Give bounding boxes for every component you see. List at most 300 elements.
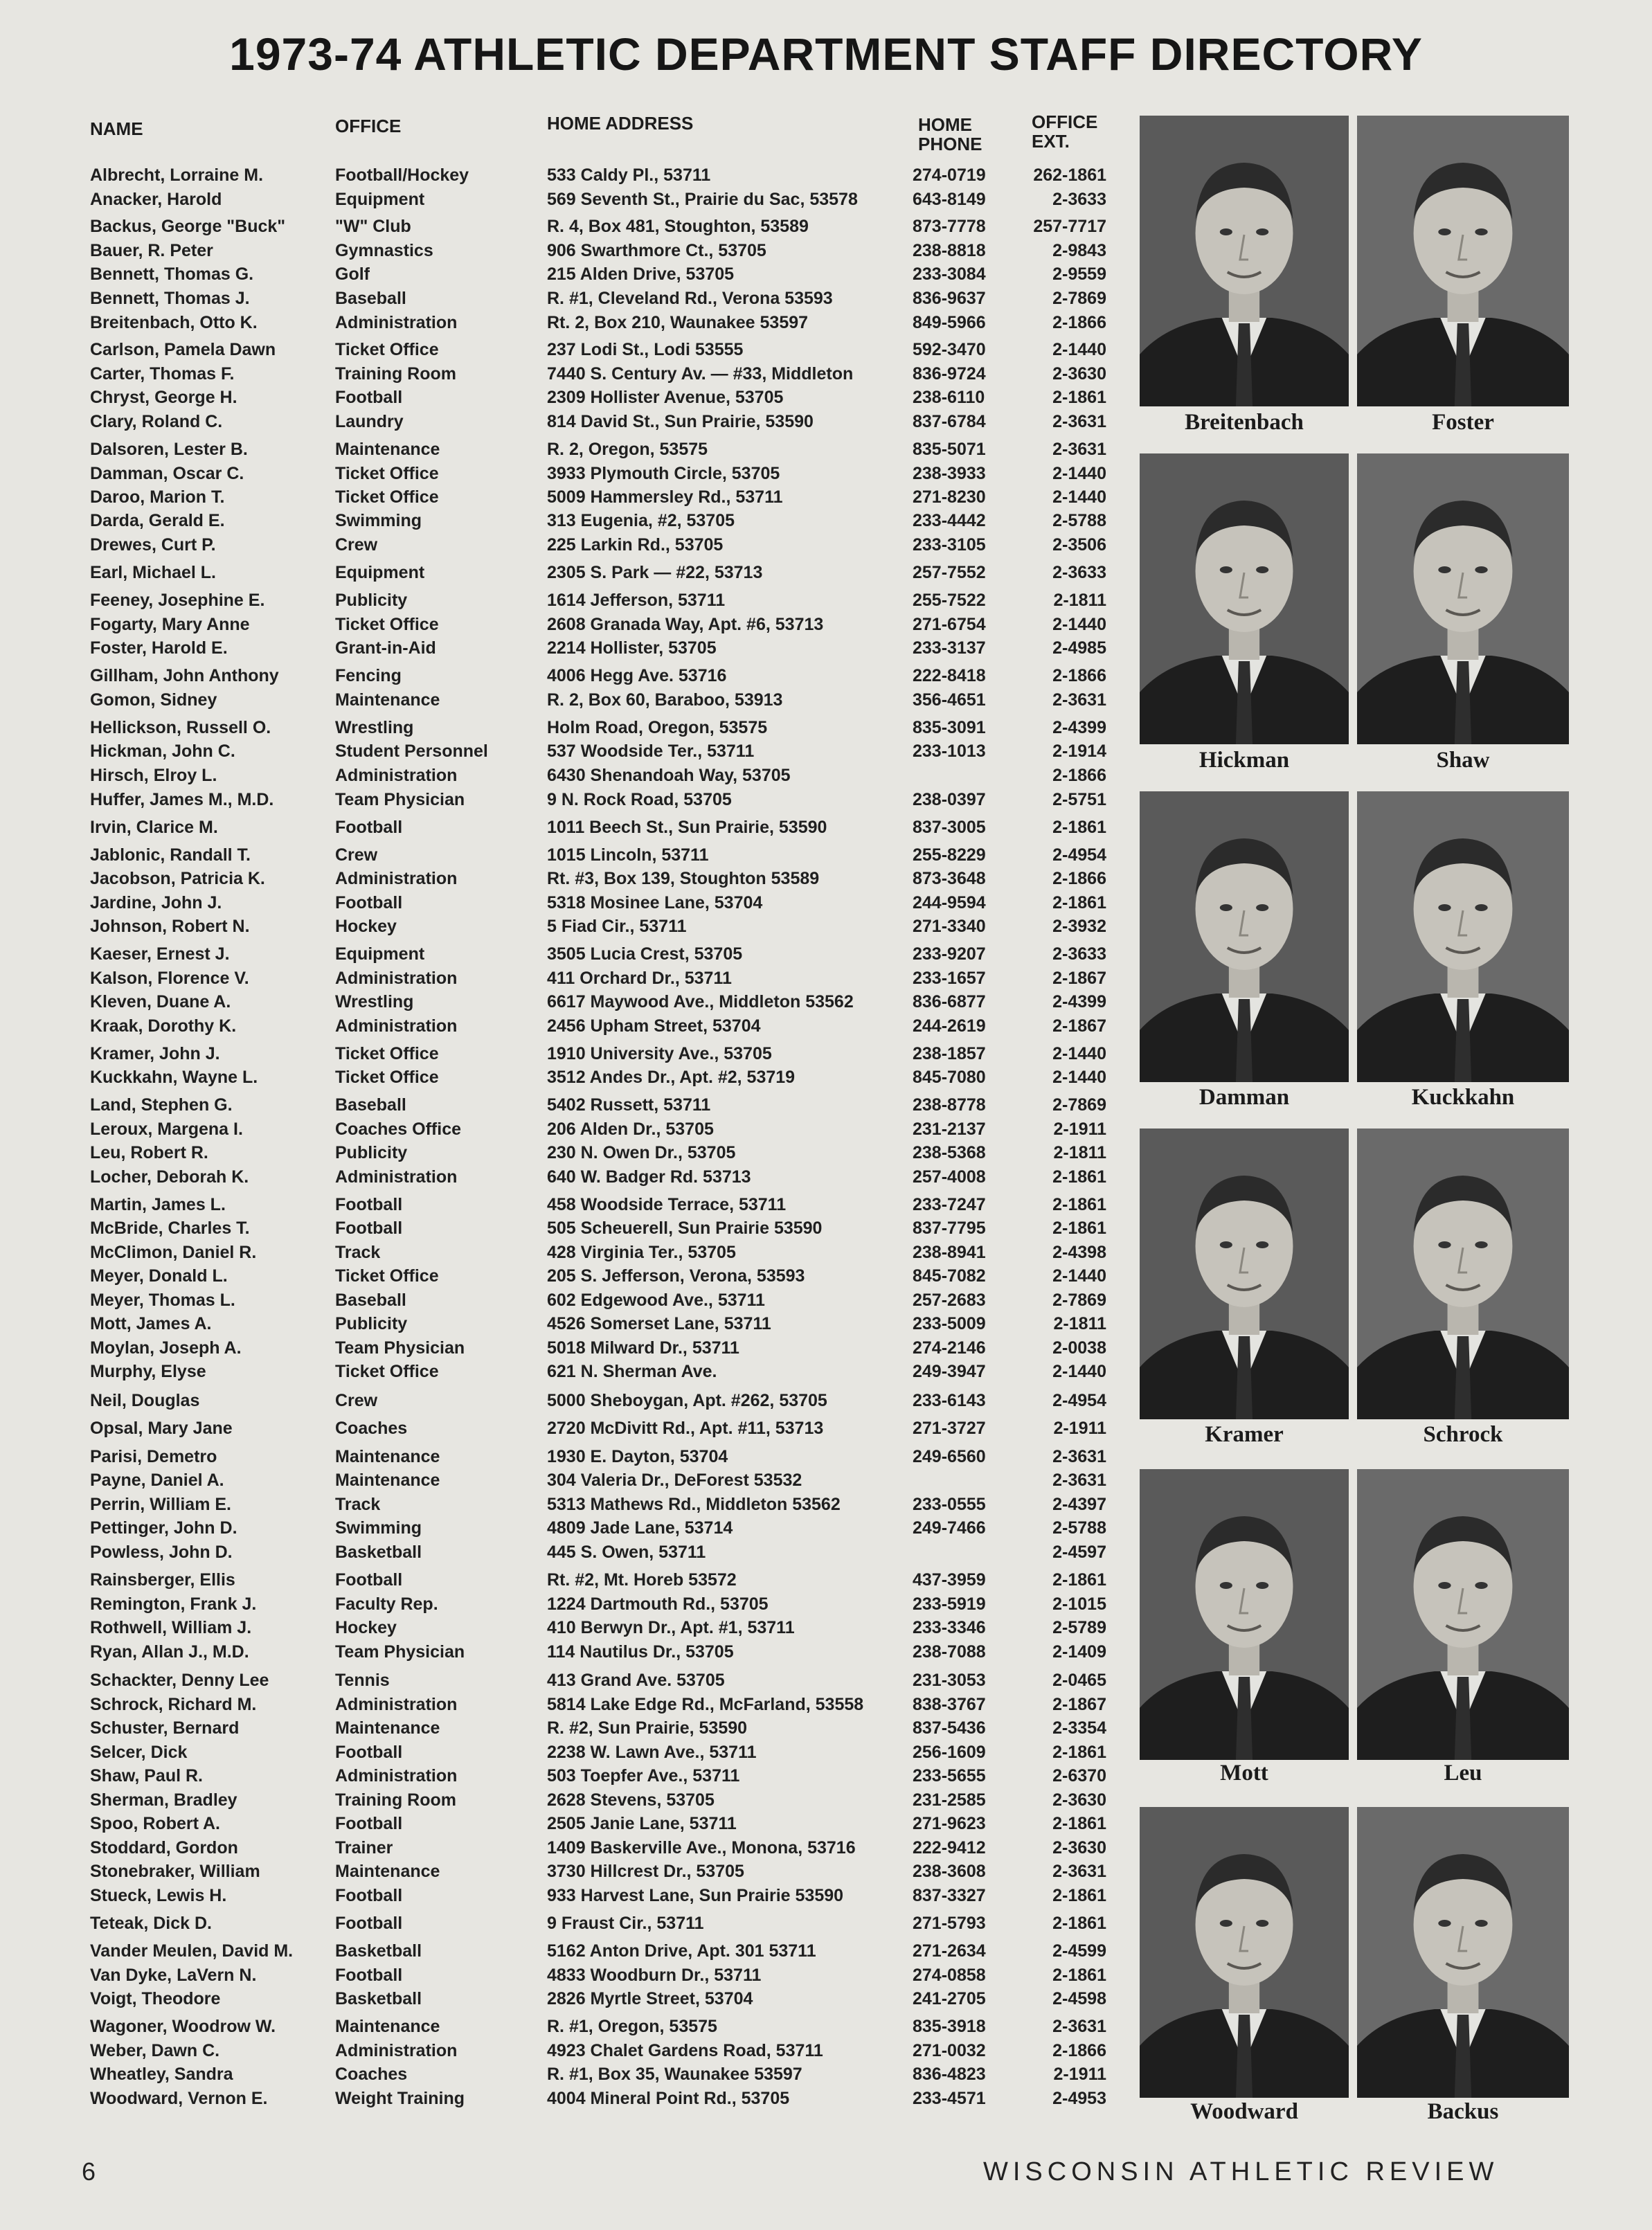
office-ext: 2-4399 xyxy=(1052,992,1106,1011)
home-phone: 233-5655 xyxy=(913,1766,986,1786)
home-phone: 835-3091 xyxy=(913,718,986,737)
home-phone: 836-6877 xyxy=(913,992,986,1011)
staff-office: Crew xyxy=(335,845,378,865)
office-ext: 2-3631 xyxy=(1052,412,1106,431)
home-address: 206 Alden Dr., 53705 xyxy=(547,1120,714,1139)
staff-name: Spoo, Robert A. xyxy=(90,1814,220,1833)
table-row xyxy=(0,1117,1122,1141)
home-phone: 271-2634 xyxy=(913,1941,986,1961)
table-row xyxy=(0,1493,1122,1516)
home-phone: 233-1657 xyxy=(913,969,986,988)
table-row xyxy=(0,1417,1122,1440)
table-row xyxy=(0,716,1122,739)
office-ext: 2-1866 xyxy=(1052,2041,1106,2060)
office-ext: 2-1861 xyxy=(1052,1914,1106,1933)
staff-office: Maintenance xyxy=(335,440,440,459)
home-phone: 244-2619 xyxy=(913,1016,986,1036)
staff-office: Equipment xyxy=(335,944,425,964)
table-row xyxy=(0,1042,1122,1065)
office-ext: 2-1440 xyxy=(1052,1044,1106,1063)
office-ext: 2-1867 xyxy=(1052,969,1106,988)
staff-name: Land, Stephen G. xyxy=(90,1095,233,1115)
office-ext: 2-7869 xyxy=(1052,1291,1106,1310)
home-address: Rt. 2, Box 210, Waunakee 53597 xyxy=(547,313,809,332)
home-phone: 231-3053 xyxy=(913,1671,986,1690)
table-row xyxy=(0,1360,1122,1383)
staff-office: Golf xyxy=(335,264,370,284)
table-row xyxy=(0,1669,1122,1692)
staff-name: Hellickson, Russell O. xyxy=(90,718,271,737)
office-ext: 2-3354 xyxy=(1052,1718,1106,1738)
office-ext: 2-1861 xyxy=(1052,1814,1106,1833)
home-address: 2505 Janie Lane, 53711 xyxy=(547,1814,737,1833)
staff-office: Administration xyxy=(335,1167,458,1187)
office-ext: 2-4597 xyxy=(1052,1543,1106,1562)
table-row xyxy=(0,843,1122,867)
home-phone: 274-0858 xyxy=(913,1966,986,1985)
staff-name: Stueck, Lewis H. xyxy=(90,1886,227,1905)
table-row xyxy=(0,664,1122,687)
header-phone-line2: PHONE xyxy=(918,134,982,154)
table-row xyxy=(0,1716,1122,1740)
home-address: 602 Edgewood Ave., 53711 xyxy=(547,1291,765,1310)
table-row xyxy=(0,188,1122,211)
staff-office: Wrestling xyxy=(335,992,414,1011)
table-row xyxy=(0,966,1122,990)
staff-office: Training Room xyxy=(335,364,456,384)
home-address: 6430 Shenandoah Way, 53705 xyxy=(547,766,791,785)
staff-name: Murphy, Elyse xyxy=(90,1362,206,1381)
staff-office: Basketball xyxy=(335,1543,422,1562)
home-address: 5 Fiad Cir., 53711 xyxy=(547,917,687,936)
table-row xyxy=(0,1014,1122,1038)
office-ext: 2-1861 xyxy=(1052,1219,1106,1238)
home-address: 7440 S. Century Av. — #33, Middleton xyxy=(547,364,854,384)
home-address: 1224 Dartmouth Rd., 53705 xyxy=(547,1594,769,1614)
portrait-photo xyxy=(1140,116,1349,406)
staff-office: Ticket Office xyxy=(335,487,439,507)
office-ext: 2-3631 xyxy=(1052,1862,1106,1881)
home-phone: 255-7522 xyxy=(913,591,986,610)
table-row xyxy=(0,509,1122,532)
photo-caption: Breitenbach xyxy=(1185,410,1304,435)
home-address: 428 Virginia Ter., 53705 xyxy=(547,1243,736,1262)
staff-name: Hirsch, Elroy L. xyxy=(90,766,217,785)
page-title: 1973-74 ATHLETIC DEPARTMENT STAFF DIRECTORY xyxy=(229,28,1423,80)
home-address: 1614 Jefferson, 53711 xyxy=(547,591,726,610)
home-phone: 873-7778 xyxy=(913,217,986,236)
home-phone: 356-4651 xyxy=(913,690,986,710)
home-address: 9 Fraust Cir., 53711 xyxy=(547,1914,704,1933)
staff-name: Woodward, Vernon E. xyxy=(90,2089,268,2108)
staff-name: Kalson, Florence V. xyxy=(90,969,249,988)
portrait-photo xyxy=(1357,116,1569,406)
staff-office: Training Room xyxy=(335,1790,456,1810)
staff-office: Coaches xyxy=(335,2065,408,2084)
portrait-photo xyxy=(1357,1129,1569,1419)
table-row xyxy=(0,1389,1122,1412)
office-ext: 2-1861 xyxy=(1052,1886,1106,1905)
portrait-photo xyxy=(1357,791,1569,1082)
home-address: 2826 Myrtle Street, 53704 xyxy=(547,1989,753,2008)
staff-name: McBride, Charles T. xyxy=(90,1219,250,1238)
staff-office: Football xyxy=(335,1570,403,1590)
staff-name: Weber, Dawn C. xyxy=(90,2041,220,2060)
table-row xyxy=(0,533,1122,557)
table-row xyxy=(0,1741,1122,1764)
home-phone: 271-0032 xyxy=(913,2041,986,2060)
home-phone: 249-7466 xyxy=(913,1518,986,1538)
office-ext: 2-4954 xyxy=(1052,845,1106,865)
staff-name: Pettinger, John D. xyxy=(90,1518,237,1538)
table-row xyxy=(0,386,1122,409)
home-phone: 233-3084 xyxy=(913,264,986,284)
office-ext: 2-3630 xyxy=(1052,1790,1106,1810)
home-address: 225 Larkin Rd., 53705 xyxy=(547,535,724,555)
home-address: 1015 Lincoln, 53711 xyxy=(547,845,709,865)
home-phone: 836-9724 xyxy=(913,364,986,384)
photo-caption: Foster xyxy=(1432,410,1494,435)
table-row xyxy=(0,739,1122,763)
office-ext: 2-1811 xyxy=(1053,591,1106,610)
table-row xyxy=(0,1468,1122,1492)
table-row xyxy=(0,239,1122,262)
table-row xyxy=(0,788,1122,811)
staff-name: Voigt, Theodore xyxy=(90,1989,221,2008)
table-row xyxy=(0,1764,1122,1788)
staff-office: Administration xyxy=(335,1695,458,1714)
home-phone: 233-0555 xyxy=(913,1495,986,1514)
home-address: 313 Eugenia, #2, 53705 xyxy=(547,511,735,530)
home-address: 3512 Andes Dr., Apt. #2, 53719 xyxy=(547,1068,796,1087)
table-row xyxy=(0,287,1122,310)
staff-name: Locher, Deborah K. xyxy=(90,1167,249,1187)
office-ext: 2-1440 xyxy=(1052,464,1106,483)
office-ext: 2-9559 xyxy=(1052,264,1106,284)
staff-office: Football xyxy=(335,1195,403,1214)
home-address: R. 4, Box 481, Stoughton, 53589 xyxy=(547,217,809,236)
office-ext: 2-1015 xyxy=(1052,1594,1106,1614)
office-ext: 2-3631 xyxy=(1052,1471,1106,1490)
staff-office: Basketball xyxy=(335,1941,422,1961)
staff-office: Tennis xyxy=(335,1671,390,1690)
home-phone: 238-1857 xyxy=(913,1044,986,1063)
office-ext: 2-1861 xyxy=(1052,1743,1106,1762)
office-ext: 2-1409 xyxy=(1052,1642,1106,1662)
home-address: 933 Harvest Lane, Sun Prairie 53590 xyxy=(547,1886,844,1905)
home-phone: 233-3346 xyxy=(913,1618,986,1637)
table-row xyxy=(0,2039,1122,2062)
home-address: 1011 Beech St., Sun Prairie, 53590 xyxy=(547,818,827,837)
office-ext: 2-3633 xyxy=(1052,944,1106,964)
table-row xyxy=(0,2062,1122,2086)
home-phone: 233-4571 xyxy=(913,2089,986,2108)
office-ext: 2-1440 xyxy=(1052,487,1106,507)
staff-office: Football xyxy=(335,1219,403,1238)
office-ext: 2-4954 xyxy=(1052,1391,1106,1410)
home-address: 2309 Hollister Avenue, 53705 xyxy=(547,388,784,407)
table-row xyxy=(0,215,1122,238)
portrait-photo xyxy=(1140,453,1349,744)
header-address: HOME ADDRESS xyxy=(547,113,694,134)
staff-name: Jardine, John J. xyxy=(90,893,222,912)
table-row xyxy=(0,163,1122,187)
staff-name: Meyer, Donald L. xyxy=(90,1266,228,1286)
staff-name: Leu, Robert R. xyxy=(90,1143,208,1162)
staff-name: Neil, Douglas xyxy=(90,1391,200,1410)
office-ext: 2-1866 xyxy=(1052,313,1106,332)
home-phone: 222-8418 xyxy=(913,666,986,685)
table-row xyxy=(0,1987,1122,2011)
home-address: Rt. #3, Box 139, Stoughton 53589 xyxy=(547,869,820,888)
staff-name: Hickman, John C. xyxy=(90,741,235,761)
office-ext: 2-7869 xyxy=(1052,289,1106,308)
staff-name: Johnson, Robert N. xyxy=(90,917,250,936)
home-address: 621 N. Sherman Ave. xyxy=(547,1362,717,1381)
home-address: 413 Grand Ave. 53705 xyxy=(547,1671,725,1690)
staff-name: Wagoner, Woodrow W. xyxy=(90,2017,276,2036)
home-phone: 837-3327 xyxy=(913,1886,986,1905)
staff-office: "W" Club xyxy=(335,217,411,236)
home-address: 814 David St., Sun Prairie, 53590 xyxy=(547,412,814,431)
home-phone: 437-3959 xyxy=(913,1570,986,1590)
home-address: 5009 Hammersley Rd., 53711 xyxy=(547,487,783,507)
office-ext: 2-3631 xyxy=(1052,690,1106,710)
staff-office: Football xyxy=(335,1743,403,1762)
staff-name: Kleven, Duane A. xyxy=(90,992,231,1011)
office-ext: 2-1811 xyxy=(1053,1314,1106,1333)
home-phone: 271-6754 xyxy=(913,615,986,634)
staff-name: Van Dyke, LaVern N. xyxy=(90,1966,257,1985)
office-ext: 262-1861 xyxy=(1033,165,1106,185)
staff-name: Kramer, John J. xyxy=(90,1044,220,1063)
home-phone: 257-4008 xyxy=(913,1167,986,1187)
home-address: 1409 Baskerville Ave., Monona, 53716 xyxy=(547,1838,856,1858)
table-row xyxy=(0,915,1122,938)
staff-name: Jablonic, Randall T. xyxy=(90,845,251,865)
home-address: 458 Woodside Terrace, 53711 xyxy=(547,1195,787,1214)
home-address: 3933 Plymouth Circle, 53705 xyxy=(547,464,780,483)
staff-office: Fencing xyxy=(335,666,402,685)
home-phone: 238-8941 xyxy=(913,1243,986,1262)
table-row xyxy=(0,362,1122,386)
home-address: 2238 W. Lawn Ave., 53711 xyxy=(547,1743,757,1762)
staff-office: Swimming xyxy=(335,1518,422,1538)
photo-caption: Schrock xyxy=(1423,1422,1503,1447)
staff-name: Chryst, George H. xyxy=(90,388,237,407)
home-phone: 838-3767 xyxy=(913,1695,986,1714)
staff-name: Drewes, Curt P. xyxy=(90,535,216,555)
staff-name: Martin, James L. xyxy=(90,1195,226,1214)
table-row xyxy=(0,1788,1122,1812)
photo-caption: Woodward xyxy=(1190,2099,1298,2124)
staff-office: Administration xyxy=(335,1016,458,1036)
staff-name: Sherman, Bradley xyxy=(90,1790,237,1810)
staff-name: Damman, Oscar C. xyxy=(90,464,244,483)
office-ext: 2-1911 xyxy=(1053,2065,1106,2084)
office-ext: 2-1440 xyxy=(1052,615,1106,634)
staff-office: Maintenance xyxy=(335,690,440,710)
staff-office: Administration xyxy=(335,969,458,988)
staff-office: Football xyxy=(335,388,403,407)
home-phone: 271-5793 xyxy=(913,1914,986,1933)
staff-name: Kuckkahn, Wayne L. xyxy=(90,1068,258,1087)
home-phone: 238-3933 xyxy=(913,464,986,483)
home-address: 4526 Somerset Lane, 53711 xyxy=(547,1314,771,1333)
home-address: 569 Seventh St., Prairie du Sac, 53578 xyxy=(547,190,858,209)
table-row xyxy=(0,1540,1122,1564)
home-phone: 238-5368 xyxy=(913,1143,986,1162)
staff-name: Stoddard, Gordon xyxy=(90,1838,238,1858)
staff-office: Ticket Office xyxy=(335,1068,439,1087)
staff-office: Ticket Office xyxy=(335,340,439,359)
office-ext: 2-3631 xyxy=(1052,1447,1106,1466)
home-address: 4004 Mineral Point Rd., 53705 xyxy=(547,2089,790,2108)
home-address: 1930 E. Dayton, 53704 xyxy=(547,1447,728,1466)
office-ext: 2-1861 xyxy=(1052,1966,1106,1985)
staff-name: Jacobson, Patricia K. xyxy=(90,869,265,888)
office-ext: 2-1861 xyxy=(1052,1570,1106,1590)
staff-name: Parisi, Demetro xyxy=(90,1447,217,1466)
staff-name: Clary, Roland C. xyxy=(90,412,223,431)
office-ext: 2-4598 xyxy=(1052,1989,1106,2008)
home-address: 5402 Russett, 53711 xyxy=(547,1095,711,1115)
staff-office: Baseball xyxy=(335,1095,406,1115)
home-address: R. #1, Cleveland Rd., Verona 53593 xyxy=(547,289,833,308)
staff-name: Mott, James A. xyxy=(90,1314,212,1333)
home-address: 1910 University Ave., 53705 xyxy=(547,1044,772,1063)
home-phone: 233-1013 xyxy=(913,741,986,761)
portrait-photo xyxy=(1357,453,1569,744)
staff-name: Powless, John D. xyxy=(90,1543,233,1562)
photo-caption: Shaw xyxy=(1436,748,1490,773)
home-phone: 837-5436 xyxy=(913,1718,986,1738)
home-phone: 836-9637 xyxy=(913,289,986,308)
office-ext: 2-4953 xyxy=(1052,2089,1106,2108)
office-ext: 2-3633 xyxy=(1052,563,1106,582)
office-ext: 2-3630 xyxy=(1052,1838,1106,1858)
home-phone: 835-3918 xyxy=(913,2017,986,2036)
home-address: 114 Nautilus Dr., 53705 xyxy=(547,1642,734,1662)
portrait-photo xyxy=(1140,1129,1349,1419)
staff-office: Football xyxy=(335,893,403,912)
staff-name: Payne, Daniel A. xyxy=(90,1471,224,1490)
staff-name: Wheatley, Sandra xyxy=(90,2065,233,2084)
table-row xyxy=(0,561,1122,584)
staff-name: Shaw, Paul R. xyxy=(90,1766,204,1786)
staff-office: Football xyxy=(335,1814,403,1833)
photo-caption: Hickman xyxy=(1198,748,1290,773)
home-address: 2628 Stevens, 53705 xyxy=(547,1790,715,1810)
photo-caption: Mott xyxy=(1220,1761,1268,1786)
office-ext: 2-4985 xyxy=(1052,638,1106,658)
home-phone: 233-6143 xyxy=(913,1391,986,1410)
home-address: 4923 Chalet Gardens Road, 53711 xyxy=(547,2041,823,2060)
table-row xyxy=(0,1912,1122,1935)
staff-office: Coaches xyxy=(335,1419,408,1438)
table-row xyxy=(0,1445,1122,1468)
table-row xyxy=(0,410,1122,433)
home-phone: 837-3005 xyxy=(913,818,986,837)
home-phone: 643-8149 xyxy=(913,190,986,209)
staff-office: Equipment xyxy=(335,190,425,209)
staff-office: Administration xyxy=(335,1766,458,1786)
home-address: 503 Toepfer Ave., 53711 xyxy=(547,1766,740,1786)
office-ext: 2-9843 xyxy=(1052,241,1106,260)
page-number: 6 xyxy=(82,2157,96,2186)
staff-name: Earl, Michael L. xyxy=(90,563,217,582)
portrait-photo xyxy=(1140,1807,1349,2098)
home-phone: 231-2585 xyxy=(913,1790,986,1810)
home-phone: 233-4442 xyxy=(913,511,986,530)
table-row xyxy=(0,1963,1122,1987)
home-phone: 238-0397 xyxy=(913,790,986,809)
staff-office: Laundry xyxy=(335,412,404,431)
home-phone: 249-6560 xyxy=(913,1447,986,1466)
office-ext: 2-1861 xyxy=(1052,893,1106,912)
staff-name: Bennett, Thomas G. xyxy=(90,264,254,284)
office-ext: 2-1911 xyxy=(1053,1120,1106,1139)
office-ext: 2-0038 xyxy=(1052,1338,1106,1358)
office-ext: 2-1861 xyxy=(1052,388,1106,407)
office-ext: 2-3631 xyxy=(1052,440,1106,459)
staff-name: Schuster, Bernard xyxy=(90,1718,240,1738)
office-ext: 2-1867 xyxy=(1052,1016,1106,1036)
staff-office: Football xyxy=(335,1966,403,1985)
table-row xyxy=(0,636,1122,660)
home-phone: 845-7082 xyxy=(913,1266,986,1286)
staff-name: Dalsoren, Lester B. xyxy=(90,440,248,459)
table-row xyxy=(0,1568,1122,1592)
staff-office: Ticket Office xyxy=(335,464,439,483)
staff-office: Administration xyxy=(335,869,458,888)
home-phone: 238-6110 xyxy=(913,388,985,407)
staff-name: Bauer, R. Peter xyxy=(90,241,213,260)
home-phone: 257-7552 xyxy=(913,563,986,582)
staff-office: Swimming xyxy=(335,511,422,530)
office-ext: 2-4599 xyxy=(1052,1941,1106,1961)
office-ext: 2-6370 xyxy=(1052,1766,1106,1786)
staff-name: Carlson, Pamela Dawn xyxy=(90,340,276,359)
staff-name: Moylan, Joseph A. xyxy=(90,1338,242,1358)
office-ext: 2-5789 xyxy=(1052,1618,1106,1637)
table-row xyxy=(0,1884,1122,1907)
office-ext: 2-1866 xyxy=(1052,869,1106,888)
table-row xyxy=(0,1241,1122,1264)
office-ext: 2-3932 xyxy=(1052,917,1106,936)
staff-name: Backus, George "Buck" xyxy=(90,217,286,236)
home-phone: 257-2683 xyxy=(913,1291,986,1310)
home-address: 4006 Hegg Ave. 53716 xyxy=(547,666,727,685)
staff-office: Baseball xyxy=(335,289,406,308)
table-row xyxy=(0,1836,1122,1860)
header-office: OFFICE xyxy=(335,116,402,136)
staff-name: Leroux, Margena I. xyxy=(90,1120,243,1139)
staff-name: Anacker, Harold xyxy=(90,190,222,209)
staff-office: Ticket Office xyxy=(335,1044,439,1063)
table-row xyxy=(0,1093,1122,1117)
photo-caption: Kramer xyxy=(1205,1422,1284,1447)
home-address: 411 Orchard Dr., 53711 xyxy=(547,969,732,988)
staff-name: Gomon, Sidney xyxy=(90,690,217,710)
home-address: R. #1, Box 35, Waunakee 53597 xyxy=(547,2065,802,2084)
staff-office: Crew xyxy=(335,535,378,555)
staff-office: Baseball xyxy=(335,1291,406,1310)
home-phone: 238-8818 xyxy=(913,241,986,260)
home-address: R. 2, Oregon, 53575 xyxy=(547,440,708,459)
publication-name: WISCONSIN ATHLETIC REVIEW xyxy=(983,2157,1499,2186)
home-phone: 244-9594 xyxy=(913,893,986,912)
